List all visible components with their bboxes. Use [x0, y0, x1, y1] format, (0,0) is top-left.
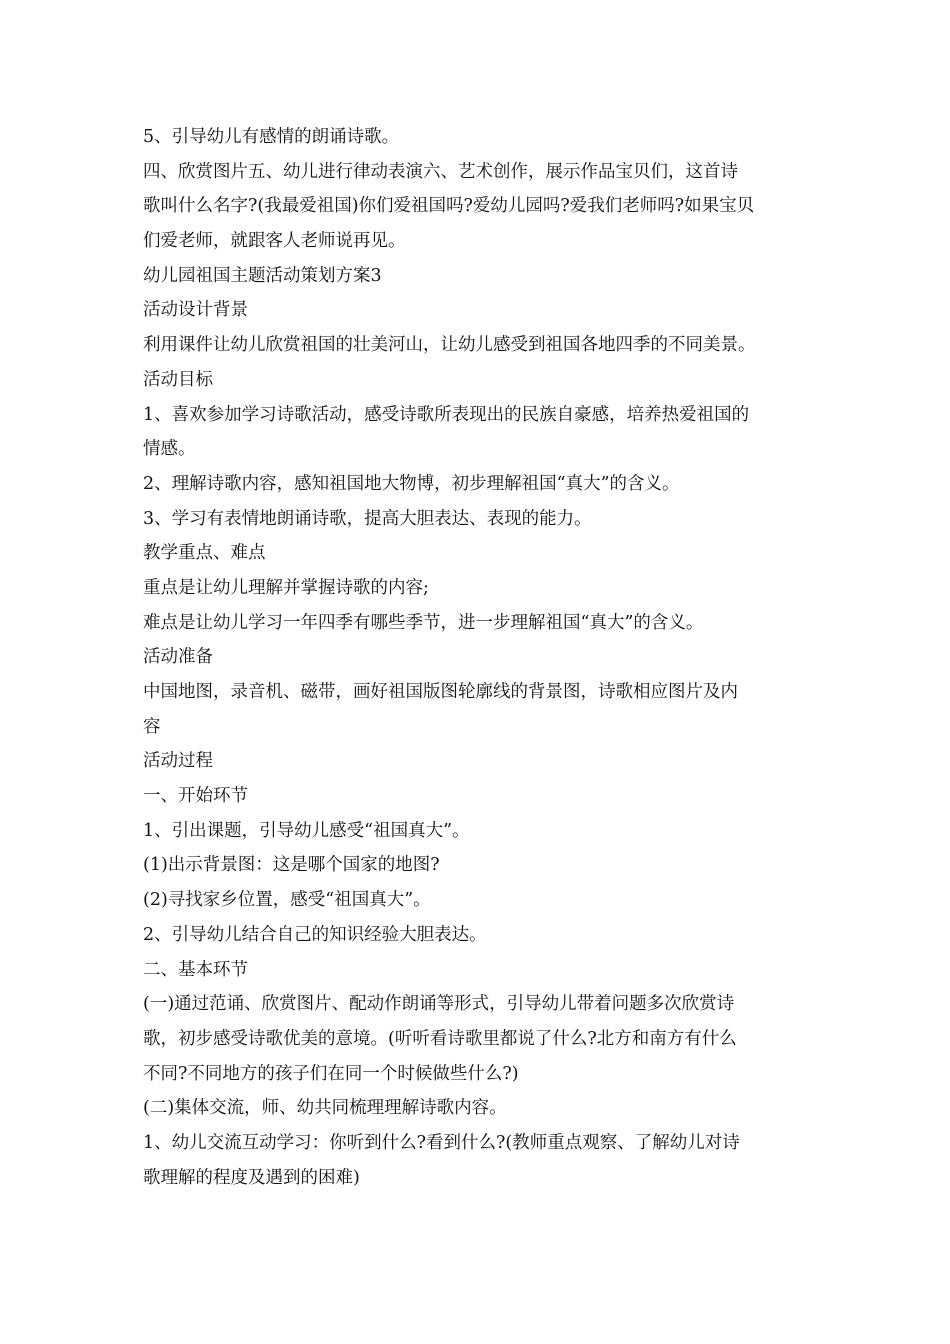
text-line: 四、欣赏图片五、幼儿进行律动表演六、艺术创作，展示作品宝贝们，这首诗	[143, 161, 738, 182]
subsection-heading: 教学重点、难点	[143, 543, 266, 564]
text-line: 容	[143, 716, 161, 737]
text-line: 一、开始环节	[143, 786, 248, 807]
subsection-heading: 活动过程	[143, 751, 213, 772]
text-line: 歌理解的程度及遇到的困难)	[143, 1167, 360, 1188]
text-line: 不同?不同地方的孩子们在同一个时候做些什么?)	[143, 1063, 519, 1084]
document-body	[143, 120, 813, 1195]
subsection-heading: 活动目标	[143, 369, 213, 390]
text-line: 3、学习有表情地朗诵诗歌，提高大胆表达、表现的能力。	[143, 508, 592, 529]
text-line: (1)出示背景图：这是哪个国家的地图?	[143, 855, 440, 876]
text-line: 2、理解诗歌内容，感知祖国地大物博，初步理解祖国“真大”的含义。	[143, 473, 680, 494]
section-heading: 幼儿园祖国主题活动策划方案3	[143, 265, 382, 286]
text-line: 1、喜欢参加学习诗歌活动，感受诗歌所表现出的民族自豪感，培养热爱祖国的	[143, 404, 750, 425]
text-line: (一)通过范诵、欣赏图片、配动作朗诵等形式，引导幼儿带着问题多次欣赏诗	[143, 994, 735, 1015]
text-line: 歌叫什么名字?(我最爱祖国)你们爱祖国吗?爱幼儿园吗?爱我们老师吗?如果宝贝	[143, 196, 755, 217]
text-line: 2、引导幼儿结合自己的知识经验大胆表达。	[143, 924, 487, 945]
subsection-heading: 活动准备	[143, 647, 213, 668]
text-line: 5、引导幼儿有感情的朗诵诗歌。	[143, 127, 400, 147]
text-line: 中国地图，录音机、磁带，画好祖国版图轮廓线的背景图，诗歌相应图片及内	[143, 682, 738, 702]
text-line: 利用课件让幼儿欣赏祖国的壮美河山，让幼儿感受到祖国各地四季的不同美景。	[143, 335, 756, 356]
text-line: (二)集体交流，师、幼共同梳理理解诗歌内容。	[143, 1098, 507, 1119]
text-line: 二、基本环节	[143, 959, 248, 980]
text-line: 情感。	[143, 439, 196, 460]
text-line: 难点是让幼儿学习一年四季有哪些季节，进一步理解祖国“真大”的含义。	[143, 612, 704, 633]
text-line: 1、幼儿交流互动学习：你听到什么?看到什么?(教师重点观察、了解幼儿对诗	[143, 1132, 740, 1153]
text-line: (2)寻找家乡位置，感受“祖国真大”。	[143, 890, 431, 911]
subsection-heading: 活动设计背景	[143, 300, 248, 321]
text-line: 歌，初步感受诗歌优美的意境。(听听看诗歌里都说了什么?北方和南方有什么	[143, 1028, 737, 1049]
text-line: 重点是让幼儿理解并掌握诗歌的内容;	[143, 577, 429, 598]
text-line: 们爱老师，就跟客人老师说再见。	[143, 231, 406, 252]
text-line: 1、引出课题，引导幼儿感受“祖国真大”。	[143, 820, 470, 841]
